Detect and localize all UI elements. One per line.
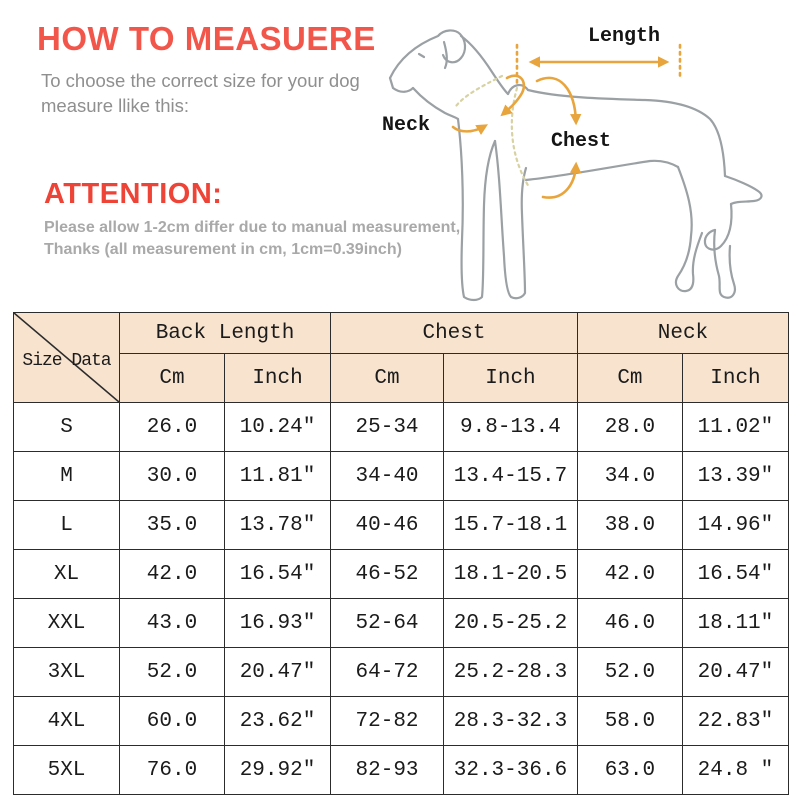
- cell: 20.47″: [225, 648, 331, 697]
- chest-arrow-upper: [537, 78, 576, 122]
- cell: 23.62″: [225, 697, 331, 746]
- subheader-neck-inch: Inch: [682, 354, 788, 403]
- cell: 14.96″: [682, 501, 788, 550]
- cell: 20.47″: [682, 648, 788, 697]
- cell: 18.11″: [682, 599, 788, 648]
- corner-label: Size Data: [22, 351, 111, 372]
- length-label: Length: [588, 25, 661, 48]
- cell: 52.0: [577, 648, 682, 697]
- cell: 10.24″: [225, 403, 331, 452]
- cell: 82-93: [331, 746, 444, 795]
- table-row: [14, 452, 789, 501]
- size-label: L: [14, 501, 120, 550]
- attention-line-1: Please allow 1-2cm differ due to manual measurement,: [44, 219, 461, 236]
- cell: 9.8-13.4: [444, 403, 578, 452]
- subtitle: [41, 68, 360, 118]
- cell: 76.0: [120, 746, 225, 795]
- cell: 46.0: [577, 599, 682, 648]
- cell: 46-52: [331, 550, 444, 599]
- table-row: [14, 550, 789, 599]
- cell: 72-82: [331, 697, 444, 746]
- cell: 64-72: [331, 648, 444, 697]
- cell: 63.0: [577, 746, 682, 795]
- page-title: HOW TO MEASUERE: [37, 20, 376, 57]
- cell: 58.0: [577, 697, 682, 746]
- size-label: 5XL: [14, 746, 120, 795]
- cell: 20.5-25.2: [444, 599, 578, 648]
- cell: 28.0: [577, 403, 682, 452]
- cell: 38.0: [577, 501, 682, 550]
- cell: 43.0: [120, 599, 225, 648]
- cell: 13.39″: [682, 452, 788, 501]
- size-label: 4XL: [14, 697, 120, 746]
- subheader-back-inch: Inch: [225, 354, 331, 403]
- cell: 34-40: [331, 452, 444, 501]
- cell: 13.4-15.7: [444, 452, 578, 501]
- cell: 16.54″: [225, 550, 331, 599]
- table-row: [14, 697, 789, 746]
- cell: 42.0: [577, 550, 682, 599]
- column-group-back-length: Back Length: [120, 313, 331, 354]
- column-group-chest: Chest: [331, 313, 578, 354]
- cell: 40-46: [331, 501, 444, 550]
- cell: 52.0: [120, 648, 225, 697]
- subheader-back-cm: Cm: [120, 354, 225, 403]
- cell: 60.0: [120, 697, 225, 746]
- table-row: [14, 403, 789, 452]
- size-label: XXL: [14, 599, 120, 648]
- cell: 16.93″: [225, 599, 331, 648]
- cell: 22.83″: [682, 697, 788, 746]
- table-row: [14, 648, 789, 697]
- cell: 35.0: [120, 501, 225, 550]
- subheader-chest-inch: Inch: [444, 354, 578, 403]
- cell: 25-34: [331, 403, 444, 452]
- cell: 15.7-18.1: [444, 501, 578, 550]
- cell: 30.0: [120, 452, 225, 501]
- cell: 52-64: [331, 599, 444, 648]
- subtitle-line-2: measure llike this:: [41, 95, 190, 116]
- attention-title: ATTENTION:: [44, 178, 223, 210]
- size-label: XL: [14, 550, 120, 599]
- subheader-chest-cm: Cm: [331, 354, 444, 403]
- cell: 42.0: [120, 550, 225, 599]
- size-label: 3XL: [14, 648, 120, 697]
- table-row: [14, 599, 789, 648]
- subtitle-line-1: To choose the correct size for your dog: [41, 70, 360, 91]
- cell: 29.92″: [225, 746, 331, 795]
- dog-outline-drawing: [360, 0, 800, 312]
- size-label: M: [14, 452, 120, 501]
- cell: 32.3-36.6: [444, 746, 578, 795]
- table-row: [14, 501, 789, 550]
- cell: 26.0: [120, 403, 225, 452]
- dog-measurement-diagram: [360, 0, 800, 312]
- size-table: [13, 312, 789, 795]
- cell: 11.81″: [225, 452, 331, 501]
- size-label: S: [14, 403, 120, 452]
- cell: 11.02″: [682, 403, 788, 452]
- cell: 18.1-20.5: [444, 550, 578, 599]
- cell: 24.8 ″: [682, 746, 788, 795]
- table-row: [14, 746, 789, 795]
- attention-line-2: Thanks (all measurement in cm, 1cm=0.39inch): [44, 241, 402, 258]
- cell: 13.78″: [225, 501, 331, 550]
- chest-label: Chest: [551, 130, 612, 153]
- subheader-neck-cm: Cm: [577, 354, 682, 403]
- neck-label: Neck: [382, 114, 431, 137]
- cell: 28.3-32.3: [444, 697, 578, 746]
- column-group-neck: Neck: [577, 313, 788, 354]
- cell: 16.54″: [682, 550, 788, 599]
- cell: 34.0: [577, 452, 682, 501]
- chest-arrow-lower: [543, 165, 576, 198]
- cell: 25.2-28.3: [444, 648, 578, 697]
- corner-cell-size-data: [14, 313, 120, 403]
